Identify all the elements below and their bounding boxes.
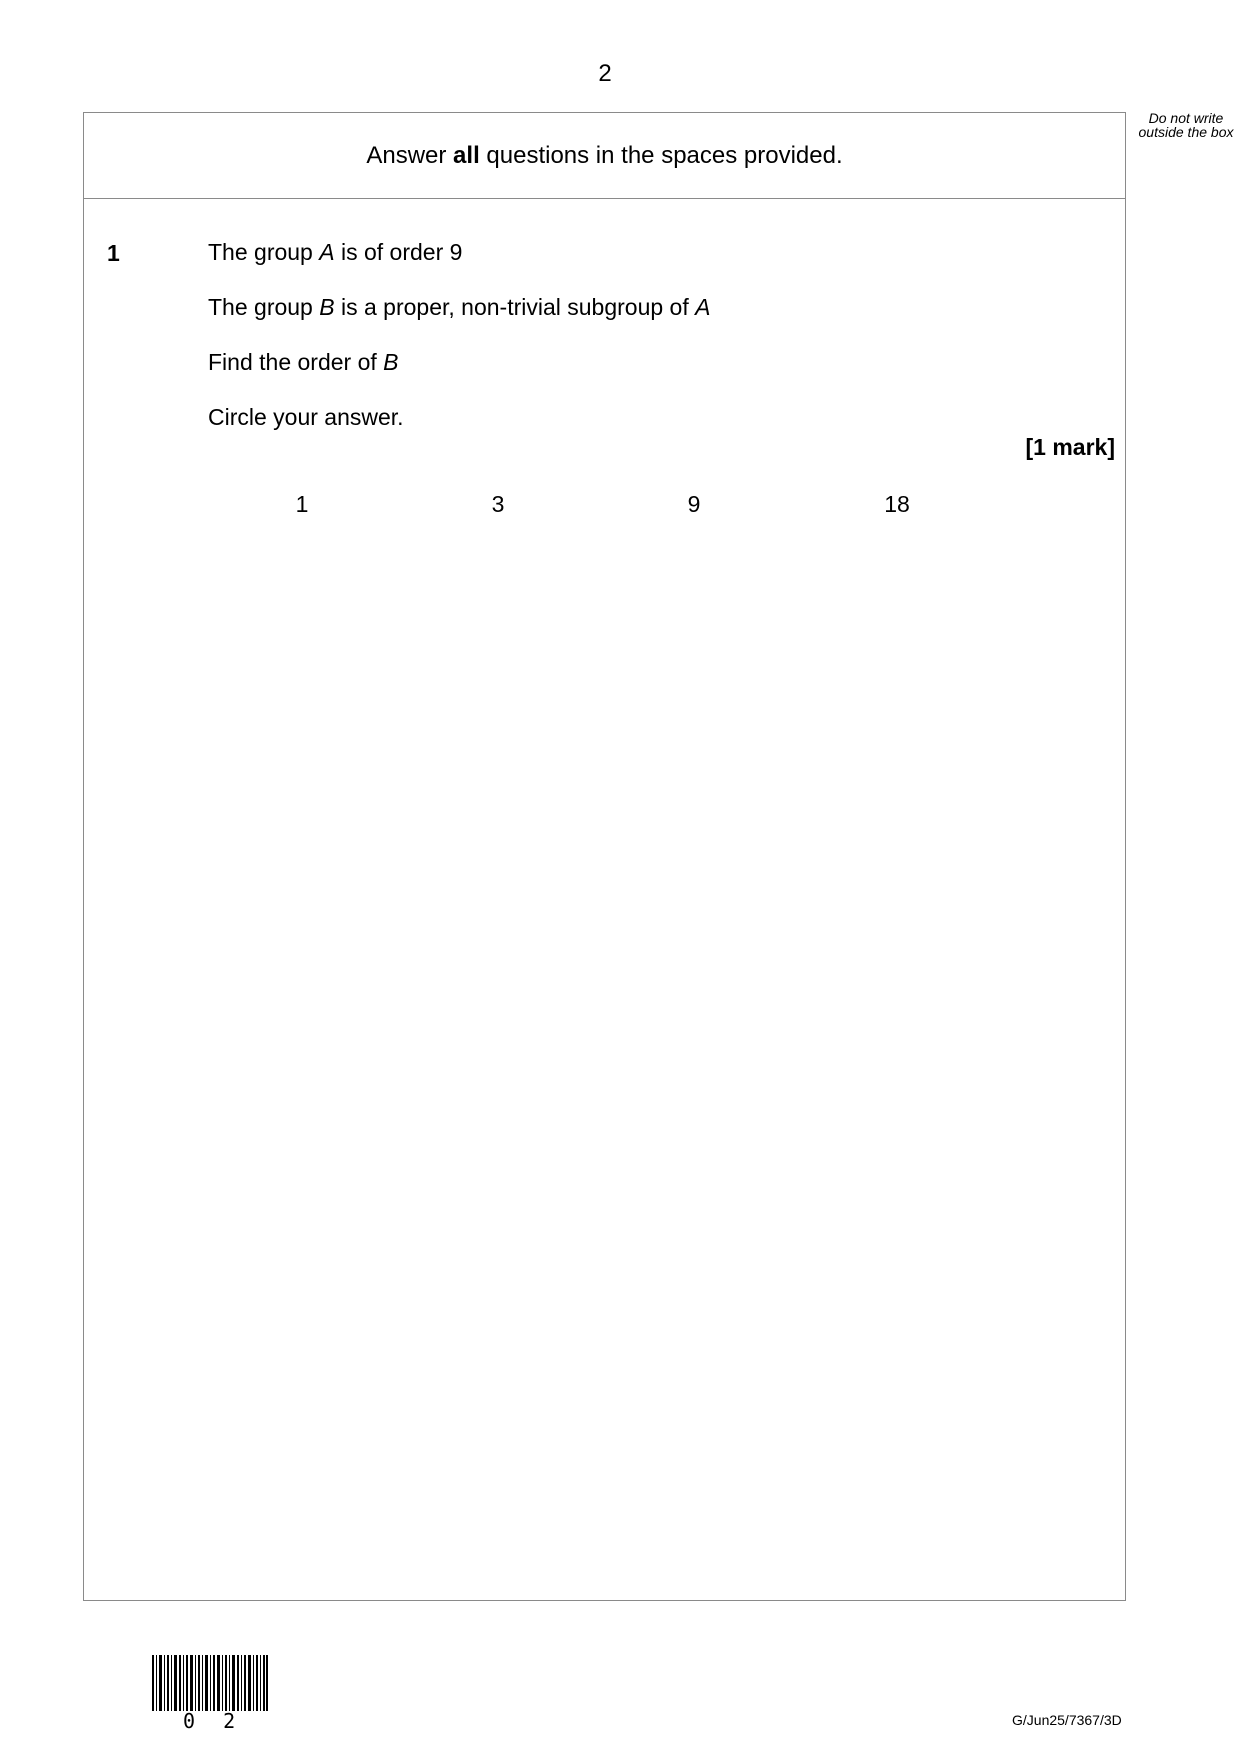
question-line-1 [208, 239, 462, 266]
line3-pre: Find the order of [208, 349, 384, 375]
answer-box [83, 112, 1126, 1601]
instruction-bold: all [453, 142, 480, 169]
line3-var: B [383, 349, 399, 375]
line2-pre: The group [208, 294, 320, 320]
line2-mid: is a proper, non-trivial subgroup of [340, 294, 696, 320]
margin-note: Do not write outside the box [1138, 110, 1234, 140]
line1-pre: The group [208, 239, 320, 265]
answer-option-1[interactable]: 1 [295, 491, 309, 517]
instruction-suffix: questions in the spaces provided. [479, 142, 843, 169]
page-number: 2 [598, 60, 612, 87]
question-number: 1 [107, 240, 120, 266]
question-line-4: Circle your answer. [208, 404, 404, 430]
answer-option-18[interactable]: 18 [884, 491, 910, 517]
question-line-2 [208, 294, 710, 321]
instruction-bar [84, 113, 1125, 199]
line1-post: is of order 9 [340, 239, 463, 265]
marks-label: [1 mark] [1025, 434, 1115, 460]
line2-var2: A [695, 294, 711, 320]
answer-option-9[interactable]: 9 [687, 491, 701, 517]
instruction-prefix: Answer [366, 142, 454, 169]
line1-var: A [319, 239, 335, 265]
barcode-digits: 0 2 [183, 1709, 244, 1733]
barcode-icon [152, 1655, 268, 1711]
paper-reference: G/Jun25/7367/3D [1012, 1712, 1122, 1728]
answer-option-3[interactable]: 3 [491, 491, 505, 517]
question-line-3 [208, 349, 399, 376]
line2-var: B [319, 294, 335, 320]
